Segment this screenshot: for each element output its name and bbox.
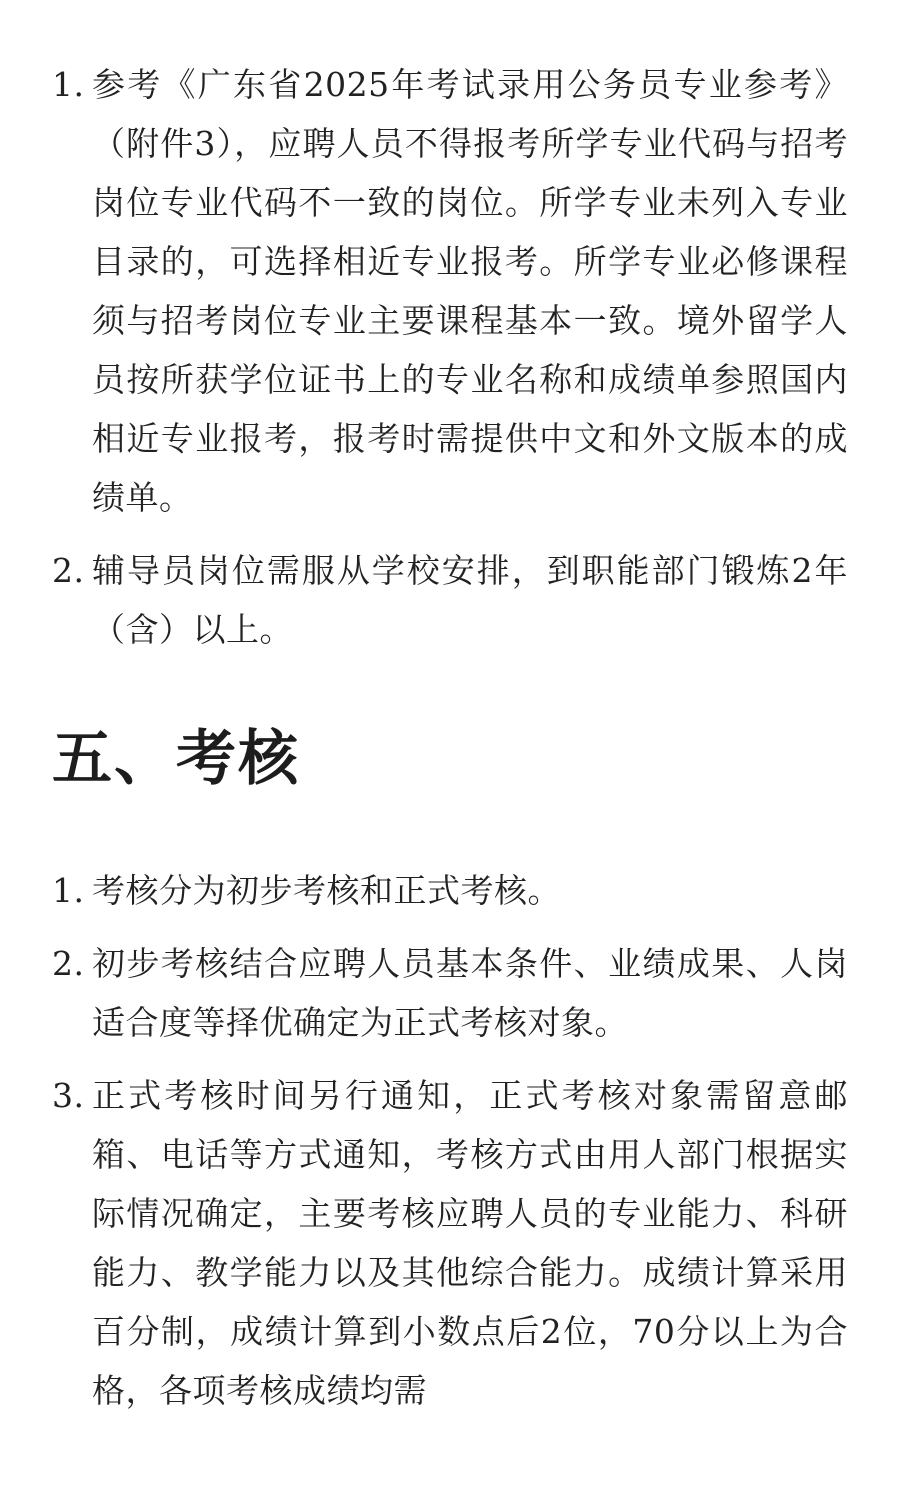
list-item-text: 初步考核结合应聘人员基本条件、业绩成果、人岗适合度等择优确定为正式考核对象。 xyxy=(92,944,848,1042)
list-item-text: 参考《广东省2025年考试录用公务员专业参考》（附件3），应聘人员不得报考所学专业代码与招考岗位专业代码不一致的岗位。所学专业未列入专业目录的，可选择相近专业报考。所学专业必修课程须与招考岗位专业主要课程基本一致。境外留学人员按所获学位证书上的专业名称和成绩单参照国内相近专业报考，报考时需提供中文和外文版本的成绩单。 xyxy=(92,65,848,517)
list-item xyxy=(52,541,848,659)
list-item-number: 3. xyxy=(52,1076,85,1115)
list-item-number: 1. xyxy=(52,65,85,104)
list-item-number: 1. xyxy=(52,871,85,910)
assessment-list xyxy=(52,861,848,1420)
section-heading: 五、考核 xyxy=(52,724,300,794)
list-item xyxy=(52,861,848,920)
list-item xyxy=(52,1066,848,1420)
list-item-text: 考核分为初步考核和正式考核。 xyxy=(92,871,561,910)
list-item-number: 2. xyxy=(52,944,85,983)
list-item-text: 辅导员岗位需服从学校安排，到职能部门锻炼2年（含）以上。 xyxy=(92,551,848,649)
requirements-list xyxy=(52,55,848,659)
list-item-text: 正式考核时间另行通知，正式考核对象需留意邮箱、电话等方式通知，考核方式由用人部门根据实际情况确定，主要考核应聘人员的专业能力、科研能力、教学能力以及其他综合能力。成绩计算采用百分制，成绩计算到小数点后2位，70分以上为合格，各项考核成绩均需 xyxy=(92,1076,848,1410)
list-item xyxy=(52,934,848,1052)
list-item xyxy=(52,55,848,527)
list-item-number: 2. xyxy=(52,551,85,590)
